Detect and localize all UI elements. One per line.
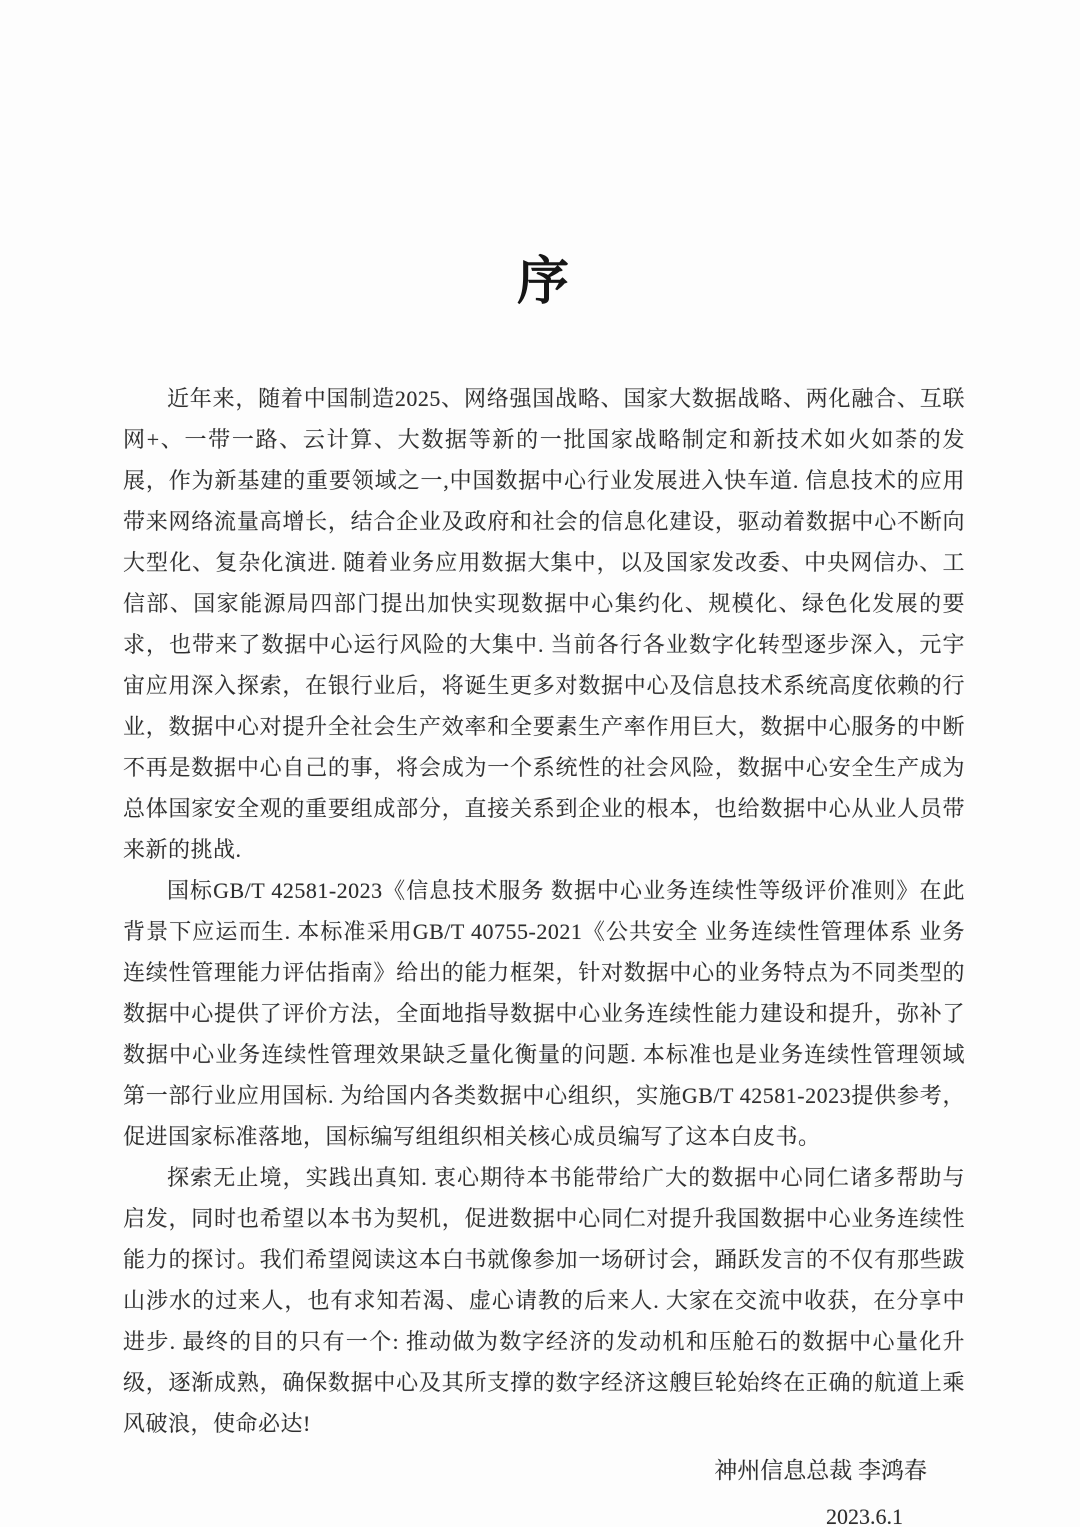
page-title: 序 (516, 254, 571, 311)
signature-line: 神州信息总裁 李鸿春 (714, 1458, 927, 1484)
document-page (123, 0, 965, 1537)
preface-body (123, 378, 965, 1444)
preface-paragraph-1: 近年来，随着中国制造2025、网络强国战略、国家大数据战略、两化融合、互联网+、一带一路、云计算、大数据等新的一批国家战略制定和新技术如火如荼的发展，作为新基建的重要领域之一,中国数据中心行业发展进入快车道. 信息技术的应用带来网络流量高增长，结合企业及政府和社会的信息化建设，驱动着数据中心不断向大型化、复杂化演进. 随着业务应用数据大集中，以及国家发改委、中央网信办、工信部、国家能源局四部门提出加快实现数据中心集约化、规模化、绿色化发展的要求，也带来了数据中心运行风险的大集中. 当前各行各业数字化转型逐步深入，元宇宙应用深入探索，在银行业后，将诞生更多对数据中心及信息技术系统高度依赖的行业，数据中心对提升全社会生产效率和全要素生产率作用巨大，数据中心服务的中断不再是数据中心自己的事，将会成为一个系统性的社会风险，数据中心安全生产成为总体国家安全观的重要组成部分，直接关系到企业的根本，也给数据中心从业人员带来新的挑战. (123, 386, 965, 863)
date-line: 2023.6.1 (826, 1504, 903, 1530)
signature-block (123, 1450, 965, 1537)
preface-paragraph-3: 探索无止境，实践出真知. 衷心期待本书能带给广大的数据中心同仁诸多帮助与启发，同时也希望以本书为契机，促进数据中心同仁对提升我国数据中心业务连续性能力的探讨。我们希望阅读这本白书就像参加一场研讨会，踊跃发言的不仅有那些跋山涉水的过来人，也有求知若渴、虚心请教的后来人. 大家在交流中收获，在分享中进步. 最终的目的只有一个: 推动做为数字经济的发动机和压舱石的数据中心量化升级，逐渐成熟，确保数据中心及其所支撑的数字经济这艘巨轮始终在正确的航道上乘风破浪，使命必达! (123, 1165, 965, 1437)
preface-paragraph-2: 国标GB/T 42581-2023《信息技术服务 数据中心业务连续性等级评价准则》在此背景下应运而生. 本标准采用GB/T 40755-2021《公共安全 业务连续性管理体系 业务连续性管理能力评估指南》给出的能力框架，针对数据中心的业务特点为不同类型的数据中心提供了评价方法，全面地指导数据中心业务连续性能力建设和提升，弥补了数据中心业务连续性管理效果缺乏量化衡量的问题. 本标准也是业务连续性管理领域第一部行业应用国标. 为给国内各类数据中心组织，实施GB/T 42581-2023提供参考，促进国家标准落地，国标编写组组织相关核心成员编写了这本白皮书。 (123, 878, 965, 1150)
